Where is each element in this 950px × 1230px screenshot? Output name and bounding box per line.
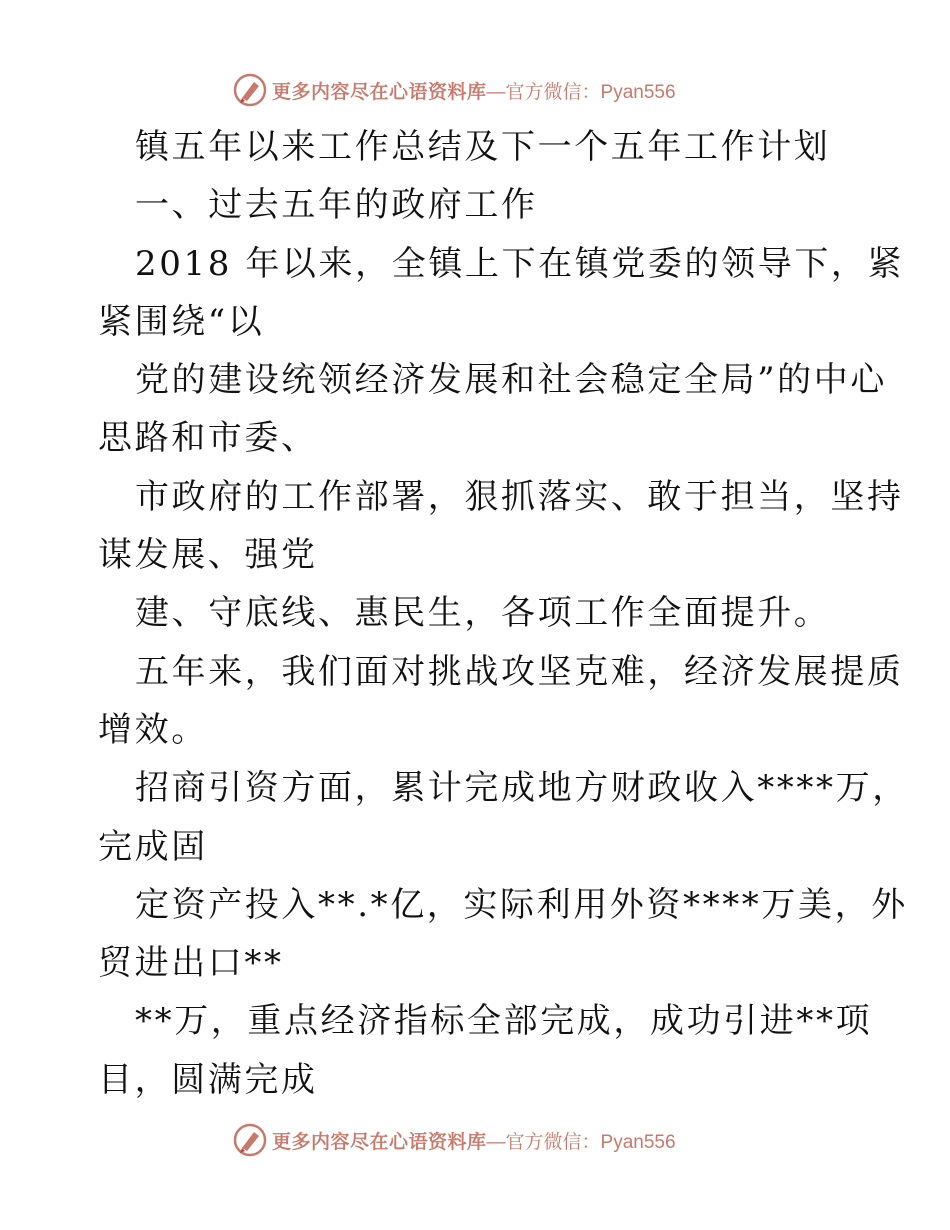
body-line: 2018 年以来，全镇上下在镇党委的领导下，紧 — [135, 243, 905, 284]
body-line: **万，重点经济指标全部完成，成功引进**项 — [135, 1001, 873, 1042]
document-body — [98, 118, 909, 1109]
banner-contact-text: —官方微信：Pyan556 — [486, 81, 676, 103]
banner-brand-text: 更多内容尽在心语资料库 — [272, 80, 487, 103]
body-line: 党的建设统领经济发展和社会稳定全局”的中心 — [135, 360, 887, 401]
body-line: 紧围绕“以 — [98, 301, 265, 342]
body-line: 建、守底线、惠民生，各项工作全面提升。 — [135, 593, 831, 634]
body-line: 增效。 — [98, 709, 208, 750]
banner-contact-text: —官方微信：Pyan556 — [486, 1131, 676, 1153]
body-line: 招商引资方面，累计完成地方财政收入****万， — [135, 768, 909, 809]
footer-banner — [232, 1120, 732, 1160]
body-line: 五年来，我们面对挑战攻坚克难，经济发展提质 — [135, 651, 904, 692]
banner-brand-text: 更多内容尽在心语资料库 — [272, 1130, 487, 1153]
body-line: 目，圆满完成 — [98, 1059, 318, 1100]
header-banner — [232, 70, 732, 110]
body-line: 定资产投入**.*亿，实际利用外资****万美，外 — [135, 884, 908, 925]
document-title: 镇五年以来工作总结及下一个五年工作计划 — [135, 127, 831, 167]
body-line: 思路和市委、 — [98, 418, 318, 459]
body-line: 完成固 — [98, 826, 208, 867]
section-heading: 一、过去五年的政府工作 — [135, 185, 538, 226]
body-line: 市政府的工作部署，狠抓落实、敢于担当，坚持 — [135, 476, 904, 517]
pen-logo-icon — [232, 72, 268, 108]
pen-logo-icon — [232, 1122, 268, 1158]
body-line: 谋发展、强党 — [98, 535, 318, 576]
body-line: 贸进出口** — [98, 943, 284, 984]
